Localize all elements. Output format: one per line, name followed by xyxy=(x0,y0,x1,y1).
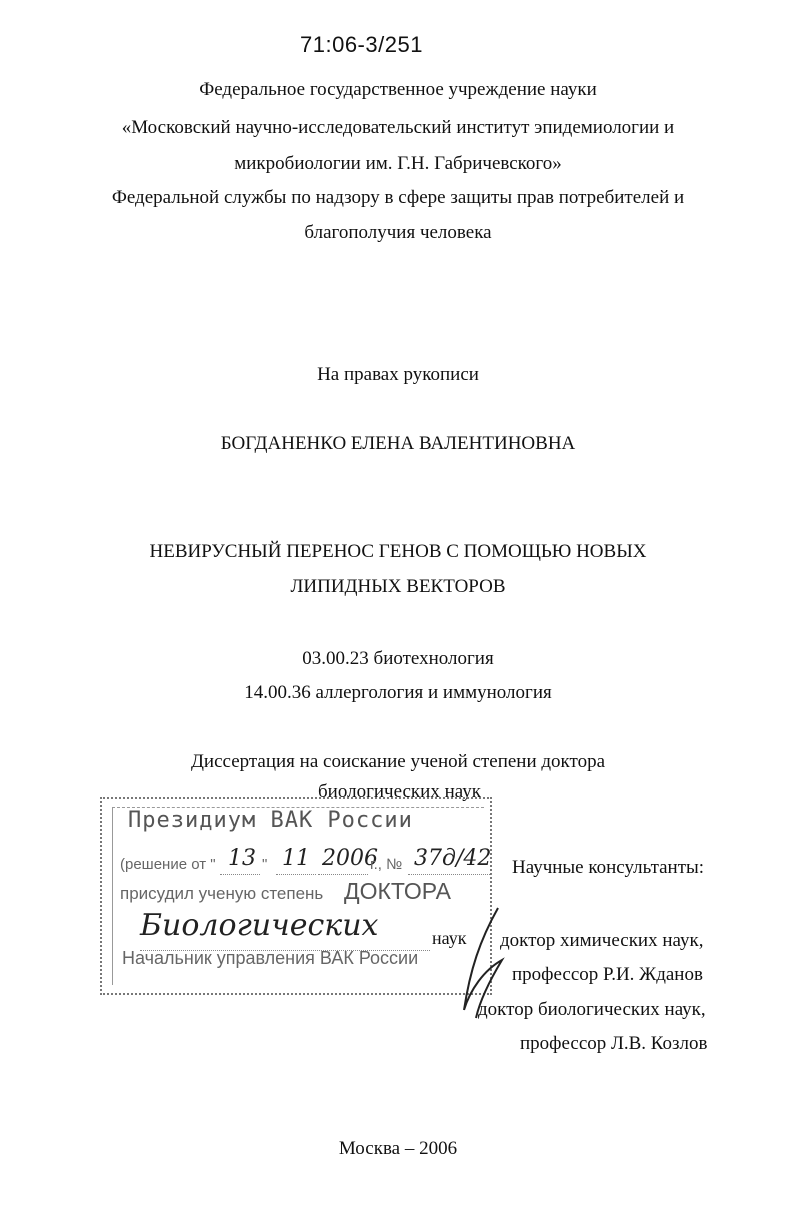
thesis-title-line-2: ЛИПИДНЫХ ВЕКТОРОВ xyxy=(290,576,506,597)
footer-city-year: Москва – 2006 xyxy=(338,1138,458,1159)
stamp-decision-prefix: (решение от " xyxy=(120,856,216,873)
stamp-field-handwritten: Биологических xyxy=(140,908,379,943)
stamp-day: 13 xyxy=(228,846,256,871)
thesis-title-line-1: НЕВИРУСНЫЙ ПЕРЕНОС ГЕНОВ С ПОМОЩЬЮ НОВЫХ xyxy=(149,541,647,562)
specialty-code-2: 14.00.36 аллергология и иммунология xyxy=(244,682,552,703)
author-name: БОГДАНЕНКО ЕЛЕНА ВАЛЕНТИНОВНА xyxy=(220,433,576,454)
institution-line-1: Федеральное государственное учреждение науки xyxy=(199,79,597,100)
institution-line-2: «Московский научно-исследовательский институт эпидемиологии и xyxy=(121,117,675,138)
stamp-month: 11 xyxy=(282,846,310,871)
stamp-number: 37д/42 xyxy=(414,846,492,871)
degree-line-1: Диссертация на соискание ученой степени доктора xyxy=(190,751,606,772)
catalog-number: 71:06-3/251 xyxy=(300,32,423,57)
consultant-1-name: профессор Р.И. Жданов xyxy=(512,964,703,985)
institution-line-4: Федеральной службы по надзору в сфере защиты прав потребителей и xyxy=(111,187,685,208)
stamp-quote: " xyxy=(262,856,268,873)
consultants-heading: Научные консультанты: xyxy=(512,857,705,878)
specialty-code-1: 03.00.23 биотехнология xyxy=(302,648,494,669)
degree-line-2: биологических наук xyxy=(318,781,481,802)
stamp-year: 2006 xyxy=(322,846,378,871)
consultant-1-degree: доктор химических наук, xyxy=(500,930,704,951)
stamp-title: Президиум ВАК России xyxy=(128,808,413,833)
stamp-awarded: присудил ученую степень xyxy=(120,884,324,903)
stamp-field-suffix: наук xyxy=(432,928,467,948)
stamp-year-suffix: г., № xyxy=(370,856,403,873)
stamp-chief: Начальник управления ВАК России xyxy=(122,948,419,968)
institution-line-5: благополучия человека xyxy=(304,222,492,243)
rights-note: На правах рукописи xyxy=(317,364,479,385)
consultant-2-name: профессор Л.В. Козлов xyxy=(520,1033,708,1054)
consultant-2-degree: доктор биологических наук, xyxy=(478,999,706,1020)
institution-line-3: микробиологии им. Г.Н. Габричевского» xyxy=(234,153,562,174)
stamp-degree-word: ДОКТОРА xyxy=(344,878,451,904)
